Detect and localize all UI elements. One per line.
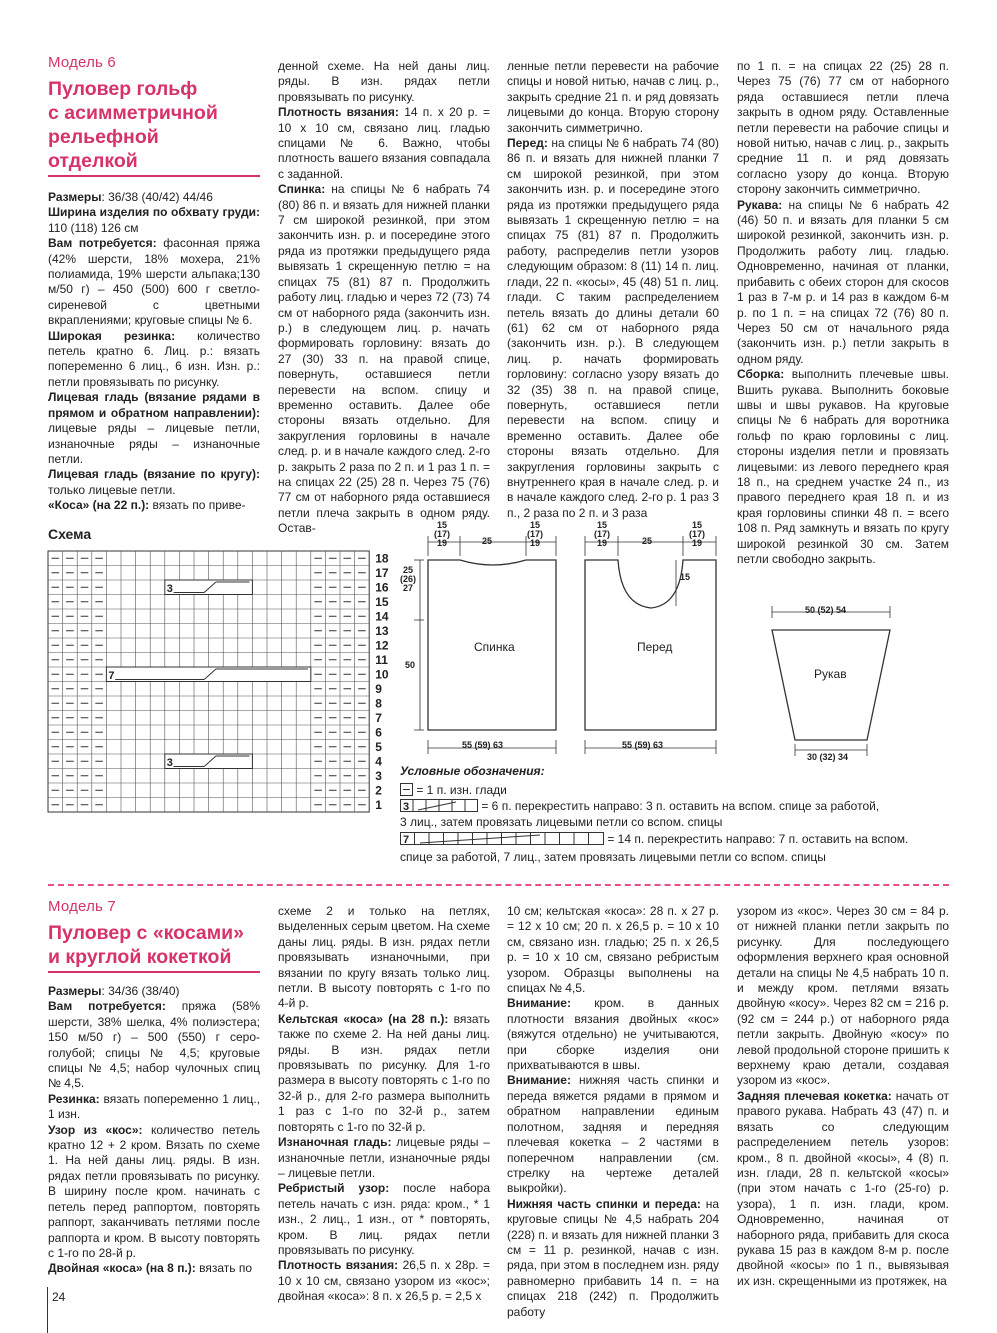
dim-neck-front: 25 xyxy=(642,536,653,546)
model6-title-line: Пуловер гольф xyxy=(48,78,198,100)
paragraph xyxy=(278,1258,490,1304)
model6-column-1 xyxy=(48,190,260,514)
paragraph xyxy=(48,1092,260,1123)
model6-column-3 xyxy=(507,59,719,521)
paragraph-heading: Внимание: xyxy=(507,996,571,1011)
paragraph xyxy=(507,996,719,1073)
cross-14-number: 7 xyxy=(403,834,410,845)
paragraph-text: 110 (118) 126 см xyxy=(48,220,139,235)
paragraph xyxy=(48,390,260,467)
paragraph-text: лицевые ряды – лицевые петли, изнаночные ряды – изнаночные петли. xyxy=(48,421,260,466)
row-number: 12 xyxy=(375,638,389,653)
paragraph-text: начать от правого рукава. Набрать 43 (47) п. и вязать со следующим распределением петель узоров: кром., 8 п. двойной «косы», 4 (8) п. изн. глади, 28 п. кельтской «косы» (при этом начать с 1-го (25-го) р. узора), 1 п. изн. глади, кром. Одновременно, начиная от наборного ряда, прибавить для скоса рукава 15 раз в каждом 8-м р. после двойной «косы» по 1 п., вывязывая их изн. скрещенными из протяжек, на xyxy=(737,1088,949,1288)
paragraph xyxy=(507,136,719,521)
legend-item-cross14-cont: спице за работой, 7 лиц., затем провязать лицевыми петли со вспом. спицы xyxy=(400,850,826,864)
section-separator xyxy=(48,884,949,886)
legend-cross6-text-a: = 6 п. перекрестить направо: 3 п. оставить на вспом. спице за работой, xyxy=(481,799,880,813)
paragraph xyxy=(737,198,949,367)
dim-shoulder-front: 15 (17) 19 xyxy=(593,520,610,548)
model6-label: Модель 6 xyxy=(48,54,116,71)
paragraph-heading: Изнаночная гладь: xyxy=(278,1135,392,1150)
sleeve-label: Рукав xyxy=(814,667,847,681)
paragraph-text: только лицевые петли. xyxy=(48,482,176,497)
legend-title: Условные обозначения: xyxy=(400,764,545,778)
row-number: 4 xyxy=(375,754,382,769)
dim-shoulder-back-2: 15 (17) 19 xyxy=(526,520,543,548)
row-number: 18 xyxy=(375,551,389,566)
dim-side-body: 50 xyxy=(405,660,416,670)
model7-column-2 xyxy=(278,904,490,1305)
paragraph xyxy=(48,498,260,513)
paragraph-heading: Узор из «кос»: xyxy=(48,1122,143,1137)
model6-title xyxy=(48,77,260,177)
paragraph-heading: Спинка: xyxy=(278,182,326,197)
dim-neck-depth: 15 xyxy=(680,572,691,582)
cross-number: 3 xyxy=(166,757,173,769)
paragraph-heading: Двойная «коса» (на 8 п.): xyxy=(48,1261,196,1276)
page-number: 24 xyxy=(52,1290,66,1304)
model7-title-line: и круглой кокеткой xyxy=(48,945,260,973)
paragraph xyxy=(48,1261,260,1276)
paragraph xyxy=(278,1135,490,1181)
paragraph-heading: Сборка: xyxy=(737,367,785,382)
page-margin-line xyxy=(47,1287,48,1333)
row-number: 15 xyxy=(375,595,389,609)
row-number: 13 xyxy=(375,624,389,638)
scheme-label: Схема xyxy=(48,526,92,542)
model6-header xyxy=(48,54,260,177)
row-number: 14 xyxy=(375,609,389,624)
dim-shoulder-front-2: 15 (17) 19 xyxy=(688,520,705,548)
paragraph-text: вязать по xyxy=(195,1261,253,1276)
paragraph xyxy=(278,1012,490,1135)
model6-title-line: отделкой xyxy=(48,149,260,177)
pattern-pieces xyxy=(398,520,728,760)
paragraph xyxy=(737,59,949,198)
dim-sleeve-bottom: 30 (32) 34 xyxy=(807,752,849,762)
row-number: 2 xyxy=(375,783,382,798)
legend-item-cross6 xyxy=(400,798,879,814)
paragraph-heading: Резинка: xyxy=(48,1091,100,1106)
paragraph-text: на спицы № 6 набрать 42 (46) 50 п. и вязать для планки 5 см широкой резинкой, закончить изн. р. Продолжить работу лиц. гладью. Одновременно, начиная от планки, прибавить с обеих сторон для скосов 1 раз в 7-м р. и 14 раз в каждом 6-м р. по 1 п. = на спицах 72 (76) 80 п. Через 50 см от начального ряда (закончить изн. р.) петли закрыть в одном ряду. xyxy=(737,197,949,366)
paragraph xyxy=(48,467,260,498)
row-number: 7 xyxy=(375,711,382,725)
paragraph-heading: Лицевая гладь (вязание рядами в прямом и обратном направлении): xyxy=(48,390,260,420)
model6-column-2 xyxy=(278,59,490,537)
paragraph-text: по 1 п. = на спицах 22 (25) 28 п. Через 75 (76) 77 см от наборного ряда оставшиеся петли плеча закрыть в одном ряду. Оставленные петли перевести на рабочие спицы и новой нитью, начав с лиц. р., закрыть средние 11 п. и ряд довязать согласно узору до конца. Вторую сторону закончить симметрично. xyxy=(737,59,949,197)
model7-column-4 xyxy=(737,904,949,1289)
paragraph-text: : 36/38 (40/42) 44/46 xyxy=(101,190,213,204)
paragraph-heading: Нижняя часть спинки и переда: xyxy=(507,1196,701,1211)
paragraph-text: количество петель кратно 6. Лиц. р.: вязать попеременно 6 лиц., 6 изн. Изн. р.: петли провязывать по рисунку. xyxy=(48,328,260,389)
back-piece-label: Спинка xyxy=(474,640,515,654)
paragraph xyxy=(48,236,260,328)
paragraph-text: пряжа (58% шерсти, 38% шелка, 4% полиэстера; 150 м/50 г) – 500 (550) г серо-голубой; спицы № 4,5; круговые спицы № 4,5; набор чулочных спиц № 4,5. xyxy=(48,999,260,1091)
paragraph-heading: Вам потребуется: xyxy=(48,236,157,251)
paragraph xyxy=(48,329,260,391)
model7-title-line: Пуловер с «косами» xyxy=(48,922,244,944)
row-number: 11 xyxy=(375,653,388,667)
knitting-chart xyxy=(44,549,394,817)
row-number: 8 xyxy=(375,696,382,711)
paragraph-heading: Внимание: xyxy=(507,1073,571,1088)
paragraph-text: нижняя часть спинки и переда вяжется рядами в прямом и обратном направлении единым полотном, задняя и передняя плечевая кокетка – 2 частями в поперечном направлении (см. стрелку на чертеже деталей выкройки). xyxy=(507,1073,719,1196)
sleeve-outline xyxy=(772,630,890,740)
paragraph-text: ленные петли перевести на рабочие спицы и новой нитью, начав с лиц. р., закрыть средние 21 п. и ряд довязать лицевыми до конца. Вторую сторону закончить симметрично. xyxy=(507,59,719,135)
legend-purl-text: = 1 п. изн. глади xyxy=(416,783,507,797)
legend-item-cross6-cont: 3 лиц., затем провязать лицевыми петли со вспом. спицы xyxy=(400,815,723,829)
model7-label: Модель 7 xyxy=(48,898,116,915)
legend-cross14-text-a: = 14 п. перекрестить направо: 7 п. оставить на вспом. xyxy=(607,832,909,846)
dim-neck-back: 25 xyxy=(482,536,493,546)
paragraph-text: фасонная пряжа (42% шерсти, 18% мохера, 21% полиамида, 19% шерсти альпака;130 м/50 г) – 450 (500) 600 г светло-сиреневой с цветными вкраплениями; круговые спицы № 6. xyxy=(48,236,260,328)
dim-sleeve-top: 50 (52) 54 xyxy=(805,605,847,615)
paragraph-heading: Размеры xyxy=(48,190,102,204)
model7-column-1 xyxy=(48,984,260,1277)
dim-width-back: 55 (59) 63 xyxy=(462,740,504,750)
paragraph-text: денной схеме. На ней даны лиц. ряды. В изн. рядах петли провязывать по рисунку. xyxy=(278,59,490,104)
paragraph xyxy=(737,1089,949,1289)
paragraph xyxy=(48,999,260,1091)
row-number: 16 xyxy=(375,580,389,595)
paragraph xyxy=(278,105,490,182)
paragraph xyxy=(737,904,949,1089)
paragraph xyxy=(278,59,490,105)
paragraph-text: кром. в данных плотности вязания двойных «кос» (вяжутся отдельно) не учитываются, при сборке изделия они прихватываются в швы. xyxy=(507,996,719,1073)
paragraph-text: узором из «кос». Через 30 см = 84 р. от нижней планки петли закрыть по рисунку. Для последующего оформления верхнего края основной детали на спицы № 4,5 набрать 10 п. и между кром. петлями вязать двойную «косу». Через 82 см = 216 р. (92 см = 244 р.) от наборного ряда петли закрыть. Двойную «косу» по левой продольной стороне пришить к верхнему краю детали, создавая узором из «кос». xyxy=(737,904,949,1088)
paragraph-heading: Плотность вязания: xyxy=(278,1258,399,1273)
model6-title-line: рельефной xyxy=(48,126,159,148)
row-number: 6 xyxy=(375,725,382,740)
paragraph xyxy=(278,182,490,536)
paragraph-heading: «Коса» (на 22 п.): xyxy=(48,498,150,513)
paragraph-heading: Перед: xyxy=(507,136,548,151)
row-number: 10 xyxy=(375,667,389,682)
model7-title xyxy=(48,921,260,973)
model7-column-3 xyxy=(507,904,719,1320)
cross-number: 7 xyxy=(108,670,115,682)
paragraph-text: : 34/36 (38/40) xyxy=(101,984,180,998)
cross-number: 3 xyxy=(166,583,173,595)
paragraph-heading: Ширина изделия по обхвату груди: xyxy=(48,205,260,220)
dim-shoulder-back: 15 (17) 19 xyxy=(433,520,450,548)
cross-6-symbol-icon xyxy=(400,799,478,812)
paragraph-text: 14 п. х 20 р. = 10 х 10 см, связано лиц. гладью спицами № 6. Важно, чтобы плотность вашего вязания совпадала с заданной. xyxy=(278,105,491,181)
model6-title-line: с асимметричной xyxy=(48,102,218,124)
paragraph xyxy=(48,984,260,999)
paragraph-text: количество петель кратно 12 + 2 кром. Вязать по схеме 1. На ней даны лиц. ряды. В изн. рядах петли провязывать по рисунку. В ширину после кром. начинать с петель перед раппортом, повторять раппорт, заканчивать петлями после раппорта и кром. В высоту повторять с 1-го по 28-й р. xyxy=(48,1122,260,1260)
row-number: 17 xyxy=(375,566,389,580)
paragraph xyxy=(48,1123,260,1262)
paragraph-text: схеме 2 и только на петлях, выделенных серым цветом. На схеме даны лиц. ряды. В изн. рядах петли провязывать изнаночными, при вязании по кругу вязать только лиц. петли. В высоту повторять с 1-го по 4-й р. xyxy=(278,904,490,1011)
legend-item-purl xyxy=(400,782,507,798)
paragraph xyxy=(278,904,490,1012)
paragraph-text: выполнить плечевые швы. Вшить рукава. Выполнить боковые швы и швы рукавов. На круговые спицы № 6 набрать для воротника гольф по краю горловины с лиц. стороны изделия петли и провязать лицевыми: из левого переднего края 18 п., на среднем участке 24 п., из правого переднего края 18 п. и из края горловины спинки 48 п. = всего 108 п. Ряд замкнуть и вязать по кругу широкой резинкой 30 см. Затем петли свободно закрыть. xyxy=(737,367,949,566)
cross-14-symbol-icon xyxy=(400,832,604,845)
row-number: 5 xyxy=(375,740,382,754)
paragraph-heading: Широкая резинка: xyxy=(48,328,176,343)
legend-item-cross14 xyxy=(400,831,908,847)
paragraph-text: на круговые спицы № 4,5 набрать 204 (228) п. и вязать для нижней планки 3 см = 11 р. резинкой, начав с изн. ряда, при этом в последнем изн. ряду равномерно прибавить 14 п. = на спицах 218 (242) п. Продолжить работу xyxy=(507,1196,719,1319)
paragraph-text: вязать по приве- xyxy=(149,498,246,513)
dim-side-top: 25 (26) 27 xyxy=(399,565,416,593)
paragraph-text: на спицы № 6 набрать 74 (80) 86 п. и вязать для нижней планки 7 см широкой резинкой, при этом закончить изн. р. и посередине этого ряда из протяжки предыдущего ряда вывязать 1 скрещенную петлю = на спицах 75 (81) 87 п. Продолжить работу лиц. гладью и через 72 (73) 74 см от наборного ряда (закончить изн. р.) в следующем лиц. р. начать формировать горловину: вязать до 27 (30) 33 п. на правой спице, повернуть, оставшиеся петли перевести на вспом. спицу и временно оставить. Далее обе стороны вязать отдельно. Для закругления горловины в начале след. р. и в начале каждого след. 2-го р. закрыть 2 раза по 2 п. и 1 раз 1 п. = на спицах 22 (25) 28 п. Через 75 (76) 77 см от наборного ряда оставшиеся петли плеча закрыть в одном ряду. Остав- xyxy=(278,182,490,536)
paragraph-text: вязать попеременно 1 лиц., 1 изн. xyxy=(48,1091,260,1122)
row-number: 3 xyxy=(375,769,382,783)
paragraph-text: на спицы № 6 набрать 74 (80) 86 п. и вязать для нижней планки 7 см широкой резинкой, при этом закончить изн. р. и посередине этого ряда из протяжки предыдущего ряда вывязать 1 скрещенную петлю = на спицах 75 (81) 87 п. Продолжить работу, распределив петли узоров следующим образом: 8 (11) 14 п. лиц. глади, 22 п. «косы», 45 (48) 51 п. лиц. глади. С таким распределением петель вязать до длины детали 60 (61) 62 см от наборного ряда (закончить изн. р.). В следующем лиц. р. начать формировать горловину: согласно узору вязать до 32 (35) 38 п. на правой спице, повернуть, оставшиеся петли перевести на вспом. спицу и временно оставить. Далее обе стороны вязать отдельно. Для закругления горловины закрыть с внутреннего края в начале след. р. и в начале каждого след. 2-го р. 1 раз 3 п., 2 раза по 2 п. и 3 раза xyxy=(507,136,719,520)
dim-width-front: 55 (59) 63 xyxy=(622,740,664,750)
row-number: 1 xyxy=(375,798,382,812)
paragraph-heading: Плотность вязания: xyxy=(278,105,399,120)
paragraph xyxy=(737,367,949,567)
paragraph-heading: Задняя плечевая кокетка: xyxy=(737,1088,892,1103)
paragraph-text: 10 см; кельтская «коса»: 28 п. х 27 р. = 12 х 10 см; 20 п. х 26,5 р. = 10 х 10 см, связано изн. гладью; 25 п. х 26,5 р. = 10 х 10 см, связано ребристым узором. Образцы выполнены на спицах № 4,5. xyxy=(507,904,719,996)
paragraph xyxy=(507,1197,719,1320)
paragraph xyxy=(48,190,260,205)
paragraph-heading: Рукава: xyxy=(737,197,783,212)
model6-column-4 xyxy=(737,59,949,567)
paragraph-heading: Размеры xyxy=(48,984,102,998)
paragraph-text: 26,5 п. х 28р. = 10 х 10 см, связано узором из «кос»; двойная «коса»: 8 п. х 26,5 р. = 2,5 х xyxy=(278,1258,490,1304)
purl-symbol-icon xyxy=(400,783,413,796)
paragraph-text: лицевые ряды – изнаночные петли, изнаночные ряды – лицевые петли. xyxy=(278,1135,490,1180)
front-piece-label: Перед xyxy=(637,640,673,654)
paragraph xyxy=(507,1073,719,1196)
paragraph-heading: Лицевая гладь (вязание по кругу): xyxy=(48,467,260,482)
paragraph xyxy=(278,1181,490,1258)
paragraph-text: вязать также по схеме 2. На ней даны лиц. ряды. В изн. рядах петли провязывать по рисунку. Для 1-го размера в высоту повторять с 1-го по 32-й р., для 2-го размера выполнить 1 раз с 1-го по 32-й р., затем повторять с 1-го по 32-й р. xyxy=(278,1011,490,1134)
paragraph-text: после набора петель начать с изн. ряда: кром., * 1 изн., 2 лиц., 1 изн., от * повторять, кром. В лиц. рядах петли провязывать по рисунку. xyxy=(278,1181,490,1257)
paragraph xyxy=(507,904,719,996)
paragraph-heading: Ребристый узор: xyxy=(278,1181,390,1196)
paragraph-heading: Вам потребуется: xyxy=(48,999,166,1014)
paragraph xyxy=(48,205,260,236)
model7-header xyxy=(48,898,260,973)
row-number: 9 xyxy=(375,682,382,696)
cross-6-number: 3 xyxy=(403,801,410,812)
paragraph-heading: Кельтская «коса» (на 28 п.): xyxy=(278,1011,449,1026)
paragraph xyxy=(507,59,719,136)
